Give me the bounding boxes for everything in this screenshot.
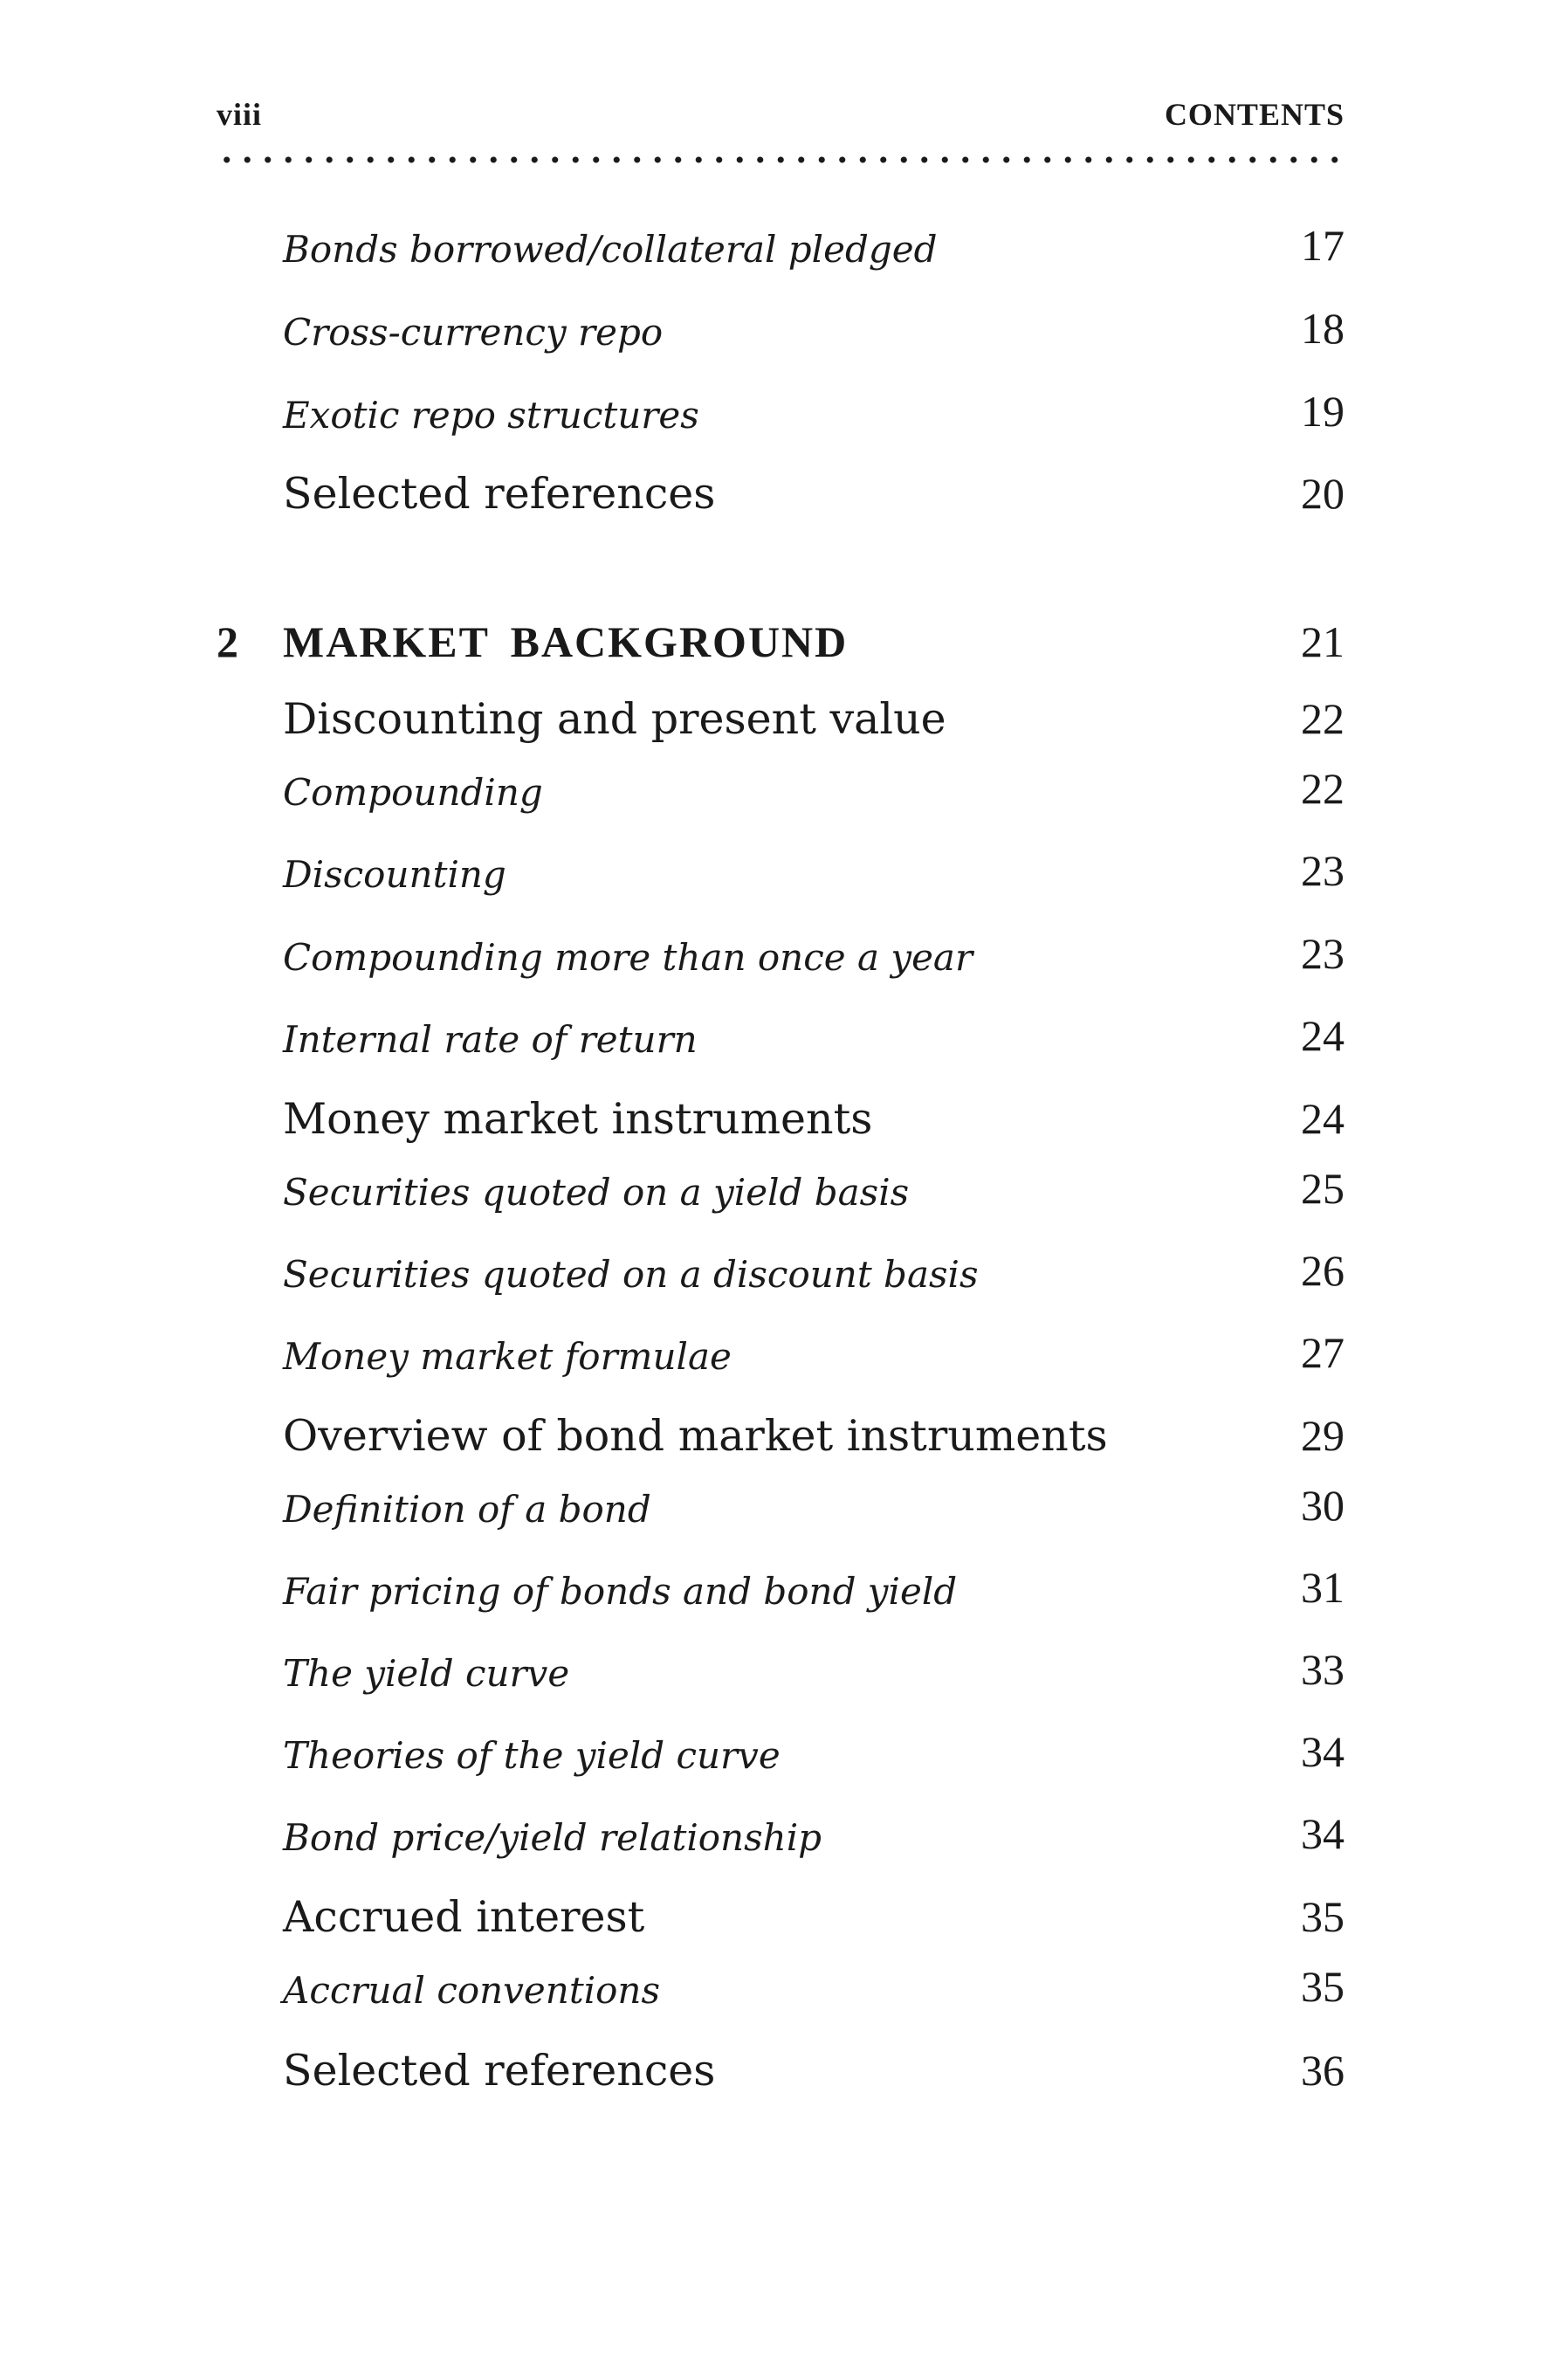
toc-entry-page: 23 — [1301, 846, 1344, 895]
toc-entry-title: Definition of a bond — [283, 1488, 651, 1531]
toc-entry-page: 23 — [1301, 929, 1344, 978]
toc-entry[interactable] — [283, 463, 1344, 519]
toc-entry-page: 26 — [1301, 1246, 1344, 1295]
toc-entry-page: 24 — [1301, 1011, 1344, 1060]
toc-entry-page: 29 — [1301, 1411, 1344, 1460]
chapter-number: 2 — [217, 617, 238, 666]
toc-entry[interactable] — [283, 1325, 1344, 1378]
toc-entry[interactable] — [283, 2040, 1344, 2096]
toc-entry-page: 24 — [1301, 1094, 1344, 1143]
toc-entry-title: Discounting and present value — [283, 694, 946, 744]
toc-entry-page: 33 — [1301, 1645, 1344, 1694]
toc-entry[interactable] — [283, 1243, 1344, 1296]
toc-entry[interactable] — [283, 1008, 1344, 1061]
toc-entry-page: 35 — [1301, 1892, 1344, 1941]
toc-entry-title: Internal rate of return — [283, 1018, 698, 1061]
toc-entry[interactable] — [283, 1724, 1344, 1777]
toc-entry[interactable] — [283, 926, 1344, 979]
toc-entry[interactable] — [283, 218, 1344, 271]
toc-entry-title: Accrual conventions — [283, 1969, 661, 2012]
toc-entry-title: Accrued interest — [283, 1892, 645, 1942]
toc-entry-page: 36 — [1301, 2046, 1344, 2095]
toc-entry-page: 34 — [1301, 1727, 1344, 1776]
toc-entry-page: 31 — [1301, 1563, 1344, 1612]
toc-entry[interactable] — [283, 1807, 1344, 1859]
toc-entry[interactable] — [283, 1642, 1344, 1695]
chapter-heading[interactable] — [217, 613, 1344, 667]
toc-entry-page: 19 — [1301, 387, 1344, 436]
toc-entry-title: Discounting — [283, 853, 506, 896]
toc-entry-title: The yield curve — [283, 1652, 570, 1695]
toc-entry-title: Bond price/yield relationship — [283, 1816, 822, 1859]
toc-entry[interactable] — [283, 1886, 1344, 1942]
toc-entry[interactable] — [283, 301, 1344, 354]
toc-entry-title: Selected references — [283, 2046, 716, 2096]
toc-entry-page: 20 — [1301, 469, 1344, 518]
toc-entry-page: 30 — [1301, 1481, 1344, 1530]
toc-entry-title: Selected references — [283, 469, 716, 519]
toc-entry-title: Securities quoted on a yield basis — [283, 1171, 910, 1214]
toc-entry[interactable] — [283, 384, 1344, 437]
page-number: viii — [217, 97, 263, 132]
toc-entry-title: Compounding — [283, 771, 543, 814]
toc-entry-page: 35 — [1301, 1962, 1344, 2011]
toc-entry[interactable] — [283, 1560, 1344, 1613]
toc-entry[interactable] — [283, 1088, 1344, 1144]
chapter-title: MARKET BACKGROUND — [283, 617, 849, 666]
toc-entry-page: 22 — [1301, 694, 1344, 743]
running-head: CONTENTS — [1164, 97, 1344, 132]
chapter-page: 21 — [1301, 617, 1344, 666]
toc-entry-title: Theories of the yield curve — [283, 1734, 781, 1777]
toc-entry-page: 34 — [1301, 1809, 1344, 1858]
toc-entry-title: Overview of bond market instruments — [283, 1411, 1108, 1461]
toc-entry[interactable] — [283, 1161, 1344, 1214]
toc-entry[interactable] — [283, 1959, 1344, 2012]
toc-entry-page: 18 — [1301, 304, 1344, 353]
toc-entry-page: 25 — [1301, 1164, 1344, 1213]
toc-entry-title: Securities quoted on a discount basis — [283, 1253, 979, 1296]
toc-entry-title: Cross-currency repo — [283, 311, 664, 354]
toc-entry[interactable] — [283, 843, 1344, 896]
toc-entry-title: Compounding more than once a year — [283, 936, 973, 979]
toc-entry-title: Money market formulae — [283, 1335, 732, 1378]
toc-entry-title: Exotic repo structures — [283, 394, 699, 437]
toc-entry-page: 22 — [1301, 764, 1344, 813]
toc-entry[interactable] — [283, 1405, 1344, 1461]
toc-entry-title: Fair pricing of bonds and bond yield — [283, 1570, 958, 1613]
toc-entry[interactable] — [283, 688, 1344, 744]
toc-entry-title: Money market instruments — [283, 1094, 873, 1144]
toc-entry[interactable] — [283, 761, 1344, 814]
toc-entry-page: 27 — [1301, 1328, 1344, 1377]
toc-entry[interactable] — [283, 1478, 1344, 1531]
toc-entry-page: 17 — [1301, 221, 1344, 270]
toc-entry-title: Bonds borrowed/collateral pledged — [283, 228, 938, 271]
